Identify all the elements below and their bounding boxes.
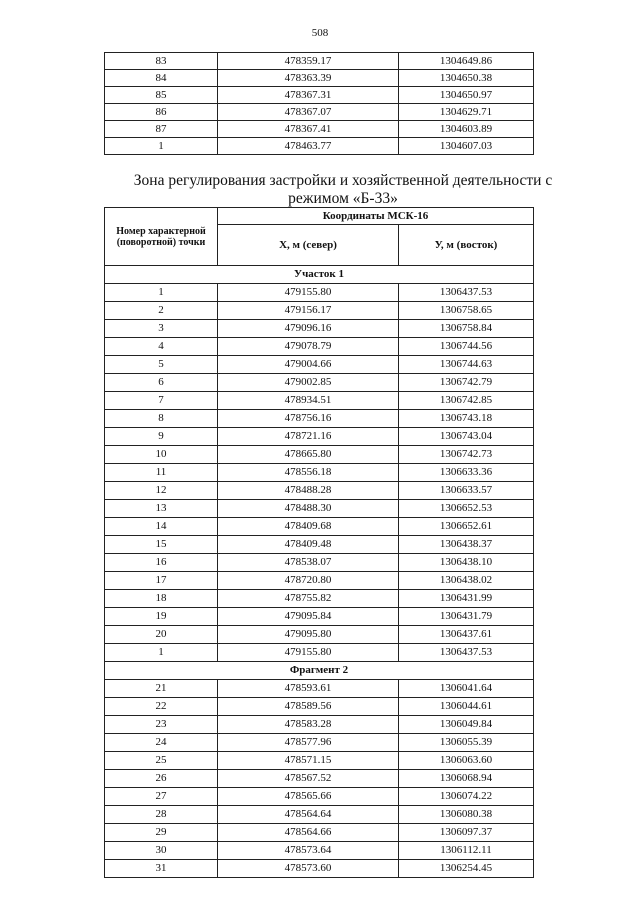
x-coordinate-cell: 478721.16	[218, 428, 399, 446]
table-row	[105, 536, 534, 554]
point-number-cell: 87	[105, 121, 218, 138]
y-coordinate-cell: 1306438.37	[399, 536, 534, 554]
main-table-body	[105, 266, 534, 878]
x-coordinate-cell: 478571.15	[218, 752, 399, 770]
y-coordinate-cell: 1306744.56	[399, 338, 534, 356]
y-coordinate-cell: 1304650.97	[399, 87, 534, 104]
x-coordinate-cell: 479095.84	[218, 608, 399, 626]
point-number-cell: 86	[105, 104, 218, 121]
point-number-cell: 9	[105, 428, 218, 446]
x-coordinate-cell: 478367.31	[218, 87, 399, 104]
table-row	[105, 284, 534, 302]
y-coordinate-cell: 1306080.38	[399, 806, 534, 824]
table-row	[105, 626, 534, 644]
point-number-cell: 6	[105, 374, 218, 392]
x-coordinate-cell: 478556.18	[218, 464, 399, 482]
section-title: Участок 1	[105, 266, 534, 284]
y-coordinate-cell: 1306431.99	[399, 590, 534, 608]
x-coordinate-cell: 478564.66	[218, 824, 399, 842]
header-coordinates: Координаты МСК-16	[218, 208, 534, 225]
point-number-cell: 30	[105, 842, 218, 860]
y-coordinate-cell: 1306652.61	[399, 518, 534, 536]
x-coordinate-cell: 479155.80	[218, 284, 399, 302]
x-coordinate-cell: 478538.07	[218, 554, 399, 572]
y-coordinate-cell: 1306055.39	[399, 734, 534, 752]
x-coordinate-cell: 479004.66	[218, 356, 399, 374]
y-coordinate-cell: 1306744.63	[399, 356, 534, 374]
y-coordinate-cell: 1306743.18	[399, 410, 534, 428]
table-row	[105, 464, 534, 482]
table-row	[105, 860, 534, 878]
table-row	[105, 752, 534, 770]
table-row	[105, 392, 534, 410]
table-row	[105, 356, 534, 374]
point-number-cell: 2	[105, 302, 218, 320]
y-coordinate-cell: 1306652.53	[399, 500, 534, 518]
x-coordinate-cell: 478583.28	[218, 716, 399, 734]
x-coordinate-cell: 478564.64	[218, 806, 399, 824]
zone-title: Зона регулирования застройки и хозяйственной деятельности с режимом «Б-33»	[133, 172, 553, 207]
y-coordinate-cell: 1306437.53	[399, 284, 534, 302]
header-point-number: Номер характерной (поворотной) точки	[105, 208, 218, 266]
x-coordinate-cell: 478463.77	[218, 138, 399, 155]
point-number-cell: 19	[105, 608, 218, 626]
point-number-cell: 24	[105, 734, 218, 752]
table-row	[105, 770, 534, 788]
y-coordinate-cell: 1306254.45	[399, 860, 534, 878]
section-title: Фрагмент 2	[105, 662, 534, 680]
x-coordinate-cell: 478409.48	[218, 536, 399, 554]
x-coordinate-cell: 479155.80	[218, 644, 399, 662]
x-coordinate-cell: 479078.79	[218, 338, 399, 356]
point-number-cell: 5	[105, 356, 218, 374]
table-row	[105, 590, 534, 608]
y-coordinate-cell: 1306758.65	[399, 302, 534, 320]
table-row	[105, 338, 534, 356]
point-number-cell: 17	[105, 572, 218, 590]
y-coordinate-cell: 1306633.57	[399, 482, 534, 500]
table-row	[105, 121, 534, 138]
y-coordinate-cell: 1306743.04	[399, 428, 534, 446]
point-number-cell: 13	[105, 500, 218, 518]
point-number-cell: 83	[105, 53, 218, 70]
point-number-cell: 1	[105, 284, 218, 302]
x-coordinate-cell: 478934.51	[218, 392, 399, 410]
point-number-cell: 3	[105, 320, 218, 338]
point-number-cell: 14	[105, 518, 218, 536]
x-coordinate-cell: 479096.16	[218, 320, 399, 338]
x-coordinate-cell: 478567.52	[218, 770, 399, 788]
y-coordinate-cell: 1306742.79	[399, 374, 534, 392]
table-row	[105, 446, 534, 464]
y-coordinate-cell: 1304649.86	[399, 53, 534, 70]
y-coordinate-cell: 1306041.64	[399, 680, 534, 698]
x-coordinate-cell: 478755.82	[218, 590, 399, 608]
table-row	[105, 53, 534, 70]
point-number-cell: 27	[105, 788, 218, 806]
x-coordinate-cell: 479002.85	[218, 374, 399, 392]
point-number-cell: 31	[105, 860, 218, 878]
y-coordinate-cell: 1306633.36	[399, 464, 534, 482]
y-coordinate-cell: 1306044.61	[399, 698, 534, 716]
table-row	[105, 482, 534, 500]
page-number: 508	[311, 27, 329, 39]
table-row	[105, 87, 534, 104]
point-number-cell: 10	[105, 446, 218, 464]
table-row	[105, 824, 534, 842]
point-number-cell: 25	[105, 752, 218, 770]
section-row	[105, 266, 534, 284]
y-coordinate-cell: 1306438.02	[399, 572, 534, 590]
x-coordinate-cell: 478565.66	[218, 788, 399, 806]
x-coordinate-cell: 478577.96	[218, 734, 399, 752]
table-row	[105, 302, 534, 320]
table-row	[105, 572, 534, 590]
x-coordinate-cell: 479095.80	[218, 626, 399, 644]
x-coordinate-cell: 478720.80	[218, 572, 399, 590]
table-row	[105, 842, 534, 860]
x-coordinate-cell: 478589.56	[218, 698, 399, 716]
point-number-cell: 22	[105, 698, 218, 716]
table-row	[105, 518, 534, 536]
point-number-cell: 1	[105, 138, 218, 155]
table-row	[105, 374, 534, 392]
point-number-cell: 26	[105, 770, 218, 788]
table-row	[105, 70, 534, 87]
table-row	[105, 104, 534, 121]
y-coordinate-cell: 1306049.84	[399, 716, 534, 734]
x-coordinate-cell: 478363.39	[218, 70, 399, 87]
table-row	[105, 698, 534, 716]
y-coordinate-cell: 1306068.94	[399, 770, 534, 788]
header-y: У, м (восток)	[399, 225, 534, 266]
point-number-cell: 7	[105, 392, 218, 410]
table-row	[105, 500, 534, 518]
x-coordinate-cell: 478488.30	[218, 500, 399, 518]
y-coordinate-cell: 1306742.85	[399, 392, 534, 410]
x-coordinate-cell: 479156.17	[218, 302, 399, 320]
x-coordinate-cell: 478359.17	[218, 53, 399, 70]
x-coordinate-cell: 478665.80	[218, 446, 399, 464]
x-coordinate-cell: 478573.64	[218, 842, 399, 860]
x-coordinate-cell: 478367.41	[218, 121, 399, 138]
y-coordinate-cell: 1306074.22	[399, 788, 534, 806]
table-row	[105, 716, 534, 734]
x-coordinate-cell: 478756.16	[218, 410, 399, 428]
point-number-cell: 20	[105, 626, 218, 644]
point-number-cell: 11	[105, 464, 218, 482]
x-coordinate-cell: 478573.60	[218, 860, 399, 878]
y-coordinate-cell: 1306742.73	[399, 446, 534, 464]
x-coordinate-cell: 478367.07	[218, 104, 399, 121]
table-row	[105, 428, 534, 446]
point-number-cell: 12	[105, 482, 218, 500]
table-row	[105, 320, 534, 338]
y-coordinate-cell: 1304603.89	[399, 121, 534, 138]
section-row	[105, 662, 534, 680]
point-number-cell: 8	[105, 410, 218, 428]
table-row	[105, 138, 534, 155]
y-coordinate-cell: 1306063.60	[399, 752, 534, 770]
table-row	[105, 608, 534, 626]
y-coordinate-cell: 1304650.38	[399, 70, 534, 87]
y-coordinate-cell: 1306112.11	[399, 842, 534, 860]
top-table-body	[105, 53, 534, 155]
point-number-cell: 15	[105, 536, 218, 554]
table-row	[105, 680, 534, 698]
x-coordinate-cell: 478593.61	[218, 680, 399, 698]
table-row	[105, 554, 534, 572]
top-coordinates-table	[104, 52, 534, 155]
header-x: Х, м (север)	[218, 225, 399, 266]
x-coordinate-cell: 478488.28	[218, 482, 399, 500]
table-row	[105, 410, 534, 428]
point-number-cell: 16	[105, 554, 218, 572]
point-number-cell: 29	[105, 824, 218, 842]
y-coordinate-cell: 1306437.61	[399, 626, 534, 644]
y-coordinate-cell: 1304629.71	[399, 104, 534, 121]
y-coordinate-cell: 1306758.84	[399, 320, 534, 338]
table-row	[105, 644, 534, 662]
point-number-cell: 4	[105, 338, 218, 356]
x-coordinate-cell: 478409.68	[218, 518, 399, 536]
y-coordinate-cell: 1306097.37	[399, 824, 534, 842]
table-row	[105, 734, 534, 752]
point-number-cell: 1	[105, 644, 218, 662]
y-coordinate-cell: 1306438.10	[399, 554, 534, 572]
point-number-cell: 18	[105, 590, 218, 608]
main-coordinates-table	[104, 207, 534, 878]
table-row	[105, 806, 534, 824]
point-number-cell: 23	[105, 716, 218, 734]
y-coordinate-cell: 1306431.79	[399, 608, 534, 626]
point-number-cell: 84	[105, 70, 218, 87]
table-row	[105, 788, 534, 806]
y-coordinate-cell: 1304607.03	[399, 138, 534, 155]
point-number-cell: 85	[105, 87, 218, 104]
y-coordinate-cell: 1306437.53	[399, 644, 534, 662]
point-number-cell: 28	[105, 806, 218, 824]
point-number-cell: 21	[105, 680, 218, 698]
